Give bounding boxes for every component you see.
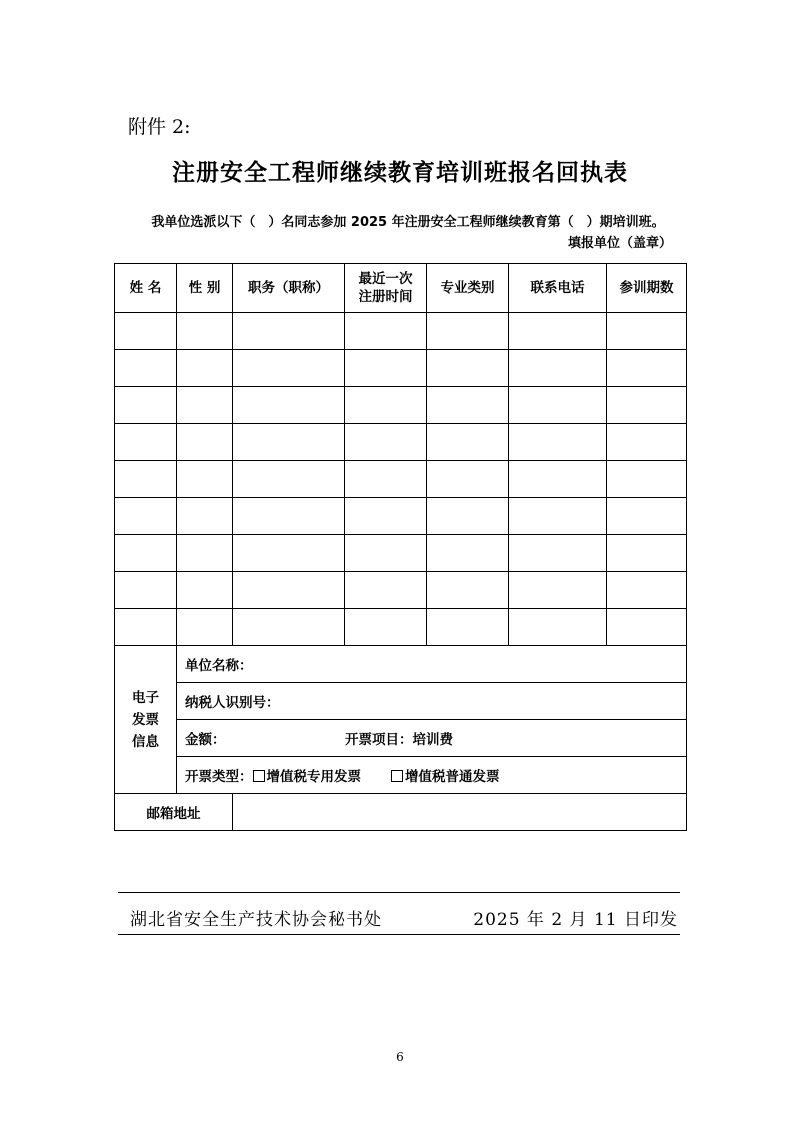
- table-cell[interactable]: [607, 387, 687, 424]
- table-row: [115, 313, 687, 350]
- table-cell[interactable]: [177, 572, 233, 609]
- table-cell[interactable]: [509, 350, 607, 387]
- table-cell[interactable]: [427, 535, 509, 572]
- header-position: 职务（职称）: [233, 264, 345, 313]
- table-cell[interactable]: [345, 609, 427, 646]
- attachment-label: 附件 2:: [128, 116, 191, 138]
- header-last-registration-line1: 最近一次: [358, 271, 413, 287]
- table-cell[interactable]: [427, 609, 509, 646]
- normal-invoice-checkbox[interactable]: [391, 770, 403, 782]
- footer-date: 2025 年 2 月 11 日印发: [473, 910, 678, 930]
- table-cell[interactable]: [233, 609, 345, 646]
- amount-label: 金额：: [185, 732, 226, 748]
- table-row: [115, 535, 687, 572]
- table-cell[interactable]: [427, 572, 509, 609]
- table-row: [115, 609, 687, 646]
- table-row: [115, 498, 687, 535]
- table-cell[interactable]: [115, 609, 177, 646]
- table-cell[interactable]: [115, 350, 177, 387]
- page-number: 6: [396, 1050, 404, 1064]
- table-cell[interactable]: [233, 461, 345, 498]
- invoice-label-line1: 电子: [132, 689, 159, 706]
- table-cell[interactable]: [607, 350, 687, 387]
- table-cell[interactable]: [177, 387, 233, 424]
- table-cell[interactable]: [427, 313, 509, 350]
- table-cell[interactable]: [177, 424, 233, 461]
- tax-id-field[interactable]: [177, 683, 687, 720]
- table-cell[interactable]: [345, 387, 427, 424]
- table-cell[interactable]: [345, 461, 427, 498]
- table-cell[interactable]: [607, 461, 687, 498]
- table-cell[interactable]: [509, 535, 607, 572]
- table-cell[interactable]: [115, 424, 177, 461]
- table-cell[interactable]: [509, 424, 607, 461]
- footer-issuer: 湖北省安全生产技术协会秘书处: [130, 910, 382, 930]
- page-title: 注册安全工程师继续教育培训班报名回执表: [172, 160, 628, 186]
- table-row: [115, 387, 687, 424]
- table-cell[interactable]: [427, 461, 509, 498]
- table-cell[interactable]: [345, 313, 427, 350]
- invoice-item-label: 开票项目：培训费: [345, 732, 453, 748]
- unit-name-label: 单位名称：: [185, 658, 253, 674]
- table-cell[interactable]: [427, 498, 509, 535]
- table-cell[interactable]: [233, 350, 345, 387]
- table-row: [115, 461, 687, 498]
- table-cell[interactable]: [115, 535, 177, 572]
- table-cell[interactable]: [345, 350, 427, 387]
- invoice-section-label: [115, 646, 177, 794]
- table-cell[interactable]: [115, 498, 177, 535]
- amount-field[interactable]: [177, 720, 687, 757]
- invoice-row-tax: [115, 683, 687, 720]
- table-cell[interactable]: [115, 387, 177, 424]
- table-cell[interactable]: [509, 609, 607, 646]
- table-cell[interactable]: [177, 350, 233, 387]
- table-cell[interactable]: [345, 498, 427, 535]
- invoice-label-line3: 信息: [132, 733, 159, 750]
- invoice-type-label: 开票类型：: [185, 769, 253, 785]
- table-cell[interactable]: [345, 535, 427, 572]
- email-field[interactable]: [233, 794, 687, 831]
- header-phone: 联系电话: [509, 264, 607, 313]
- header-name: 姓 名: [115, 264, 177, 313]
- invoice-row-unit: [115, 646, 687, 683]
- table-cell[interactable]: [509, 498, 607, 535]
- invoice-type-field: [177, 757, 687, 794]
- table-cell[interactable]: [115, 313, 177, 350]
- table-cell[interactable]: [233, 535, 345, 572]
- table-row: [115, 572, 687, 609]
- special-invoice-checkbox[interactable]: [253, 770, 265, 782]
- table-cell[interactable]: [233, 387, 345, 424]
- table-cell[interactable]: [233, 313, 345, 350]
- table-cell[interactable]: [509, 572, 607, 609]
- table-cell[interactable]: [177, 313, 233, 350]
- registration-table: [114, 263, 687, 831]
- table-cell[interactable]: [233, 498, 345, 535]
- table-cell[interactable]: [177, 535, 233, 572]
- table-cell[interactable]: [509, 461, 607, 498]
- table-cell[interactable]: [509, 313, 607, 350]
- table-cell[interactable]: [345, 572, 427, 609]
- special-invoice-option: 增值税专用发票: [266, 769, 361, 785]
- table-row: [115, 350, 687, 387]
- header-gender: 性 别: [177, 264, 233, 313]
- table-cell[interactable]: [607, 424, 687, 461]
- table-cell[interactable]: [115, 572, 177, 609]
- tax-id-label: 纳税人识别号：: [185, 695, 280, 711]
- invoice-row-type: [115, 757, 687, 794]
- table-cell[interactable]: [177, 461, 233, 498]
- table-cell[interactable]: [607, 498, 687, 535]
- table-cell[interactable]: [345, 424, 427, 461]
- table-cell[interactable]: [607, 572, 687, 609]
- header-last-registration: [345, 264, 427, 313]
- table-cell[interactable]: [607, 535, 687, 572]
- table-cell[interactable]: [177, 609, 233, 646]
- table-cell[interactable]: [427, 424, 509, 461]
- table-row: [115, 424, 687, 461]
- intro-text: 我单位选派以下（ ）名同志参加 2025 年注册安全工程师继续教育第（ ）期培训班。: [151, 215, 665, 230]
- table-cell[interactable]: [427, 387, 509, 424]
- table-cell[interactable]: [607, 609, 687, 646]
- footer-top-rule: [118, 892, 680, 893]
- unit-name-field[interactable]: [177, 646, 687, 683]
- header-specialty: 专业类别: [427, 264, 509, 313]
- invoice-row-amount: [115, 720, 687, 757]
- email-row: [115, 794, 687, 831]
- table-header-row: [115, 264, 687, 313]
- filler-unit-label: 填报单位（盖章）: [567, 236, 672, 251]
- header-last-registration-line2: 注册时间: [358, 289, 413, 305]
- table-cell[interactable]: [607, 313, 687, 350]
- normal-invoice-option: 增值税普通发票: [405, 769, 500, 785]
- table-cell[interactable]: [115, 461, 177, 498]
- header-sessions: 参训期数: [607, 264, 687, 313]
- table-cell[interactable]: [233, 572, 345, 609]
- footer-bottom-rule: [118, 934, 680, 935]
- table-cell[interactable]: [509, 387, 607, 424]
- table-cell[interactable]: [427, 350, 509, 387]
- table-cell[interactable]: [233, 424, 345, 461]
- table-cell[interactable]: [177, 498, 233, 535]
- email-label: 邮箱地址: [115, 794, 233, 831]
- invoice-label-line2: 发票: [132, 711, 159, 728]
